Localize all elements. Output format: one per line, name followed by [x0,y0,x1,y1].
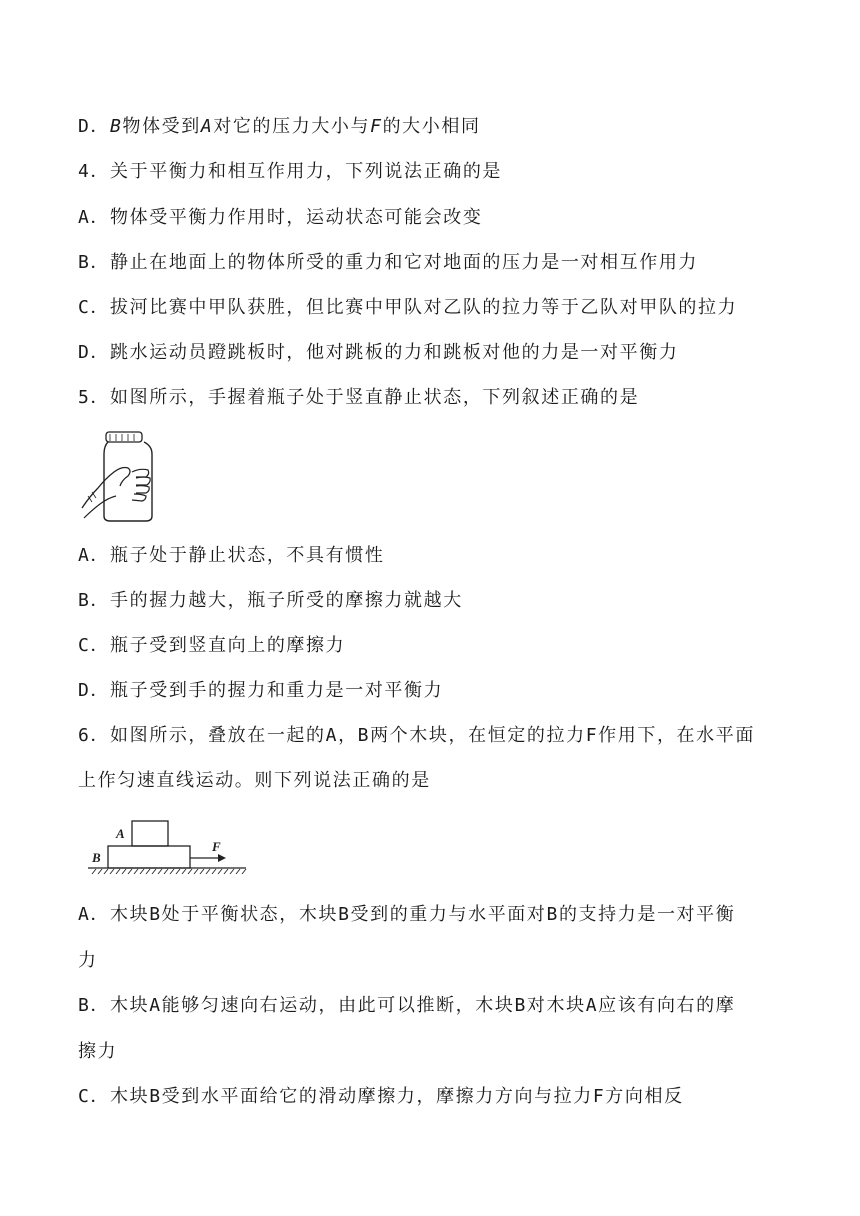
text-segment: 对它的压力大小与 [213,116,371,137]
q6-option-b-line-1: B．木块A能够匀速向右运动，由此可以推断，木块B对木块A应该有向右的摩 [78,995,736,1016]
block-a [132,821,168,846]
q6-stem-line-2: 上作匀速直线运动。则下列说法正确的是 [78,770,431,791]
text-segment: 的大小相同 [382,116,481,137]
q6-option-c: C．木块B受到水平面给它的滑动摩擦力，摩擦力方向与拉力F方向相反 [78,1086,684,1107]
q5-option-b: B．手的握力越大，瓶子所受的摩擦力就越大 [78,590,463,611]
option-letter: D． [78,116,111,137]
ground-hatching [92,869,246,874]
q3-option-d [78,115,481,139]
q5-stem: 5．如图所示，手握着瓶子处于竖直静止状态，下列叙述正确的是 [78,387,640,408]
q6-stem-line-1: 6．如图所示，叠放在一起的A，B两个木块，在恒定的拉力F作用下，在水平面 [78,725,755,746]
label-a: A [116,826,125,841]
variable-a: A [200,116,214,137]
q6-option-a-line-2: 力 [78,950,98,971]
q4-option-b: B．静止在地面上的物体所受的重力和它对地面的压力是一对相互作用力 [78,252,699,273]
q4-option-a: A．物体受平衡力作用时，运动状态可能会改变 [78,207,483,228]
q4-stem: 4．关于平衡力和相互作用力，下列说法正确的是 [78,161,503,182]
q5-option-a: A．瓶子处于静止状态，不具有惯性 [78,545,385,566]
arrow-head [218,854,226,862]
q6-option-a-line-1: A．木块B处于平衡状态，木块B受到的重力与水平面对B的支持力是一对平衡 [78,904,736,925]
hand-holding-bottle-figure [80,430,164,524]
variable-f: F [370,116,383,137]
q6-option-b-line-2: 擦力 [78,1041,118,1062]
block-b [108,846,190,868]
text-segment: 物体受到 [122,116,201,137]
variable-b: B [110,116,123,137]
label-f: F [212,839,221,854]
label-b: B [92,850,101,865]
q4-option-d: D．跳水运动员蹬跳板时，他对跳板的力和跳板对他的力是一对平衡力 [78,342,679,363]
q4-option-c: C．拔河比赛中甲队获胜，但比赛中甲队对乙队的拉力等于乙队对甲队的拉力 [78,297,738,318]
q5-option-d: D．瓶子受到手的握力和重力是一对平衡力 [78,680,444,701]
stacked-blocks-figure [88,818,248,888]
q5-option-c: C．瓶子受到竖直向上的摩擦力 [78,635,346,656]
